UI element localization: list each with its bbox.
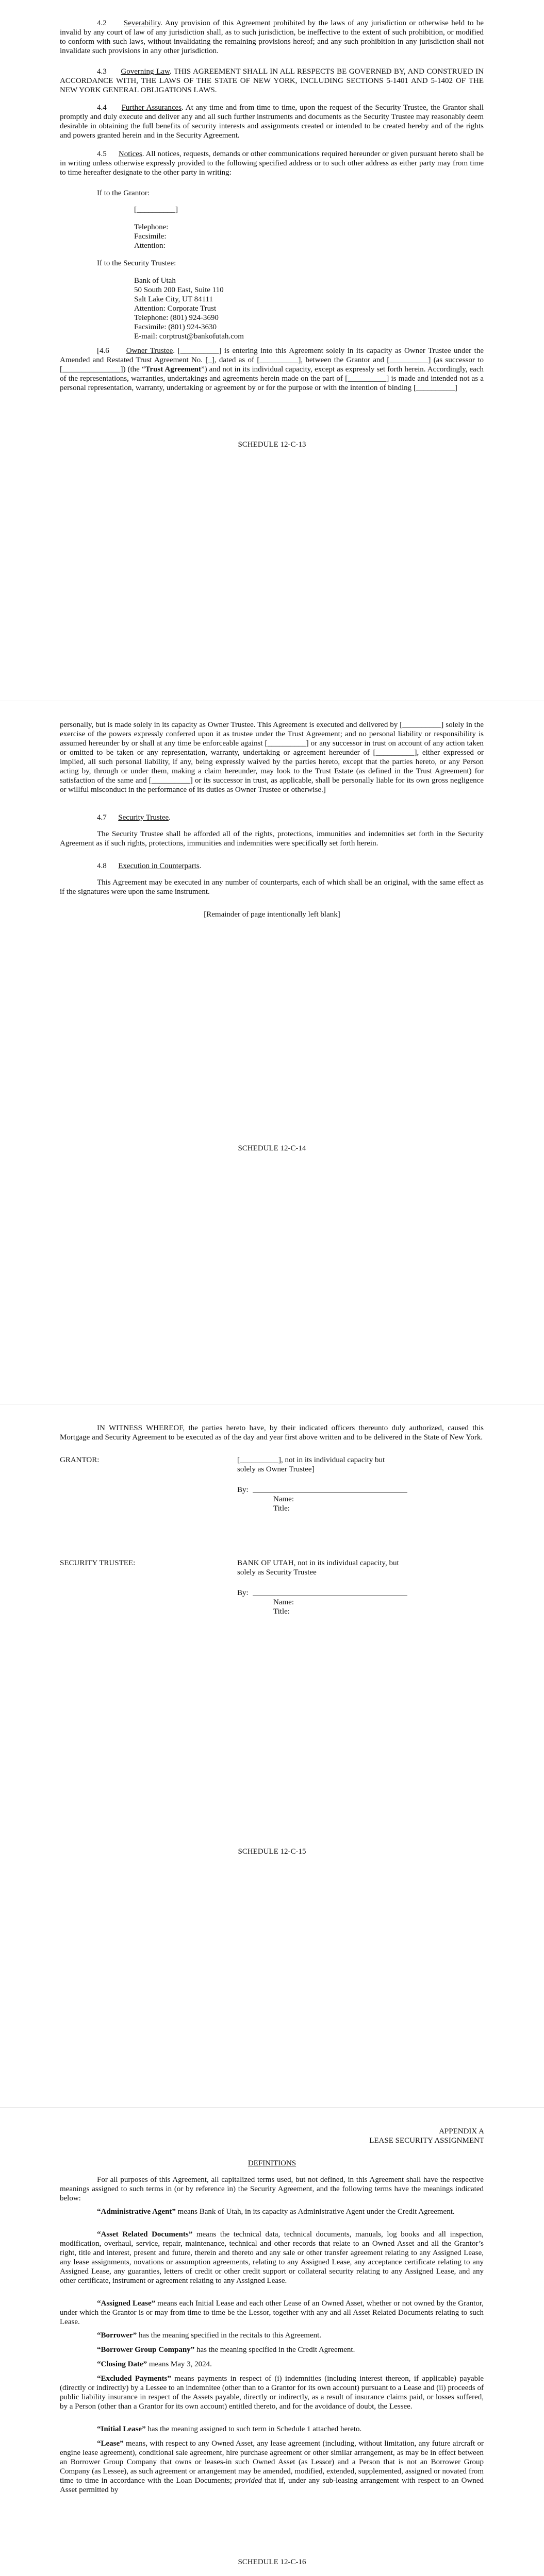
- grantor-signature-label: GRANTOR:: [60, 1456, 100, 1464]
- section-text: ”) and not in its individual capacity, except as expressly set forth herein. Accordingly, each of the representations, warranties, undertakings and agreements herein made on the part of [__________] is made and intended not as a personal representation, warranty, undertaking or agreement by or for the purpose or with the intention of binding [__________]: [60, 365, 484, 392]
- address-line: Bank of Utah: [134, 277, 176, 285]
- grantor-address-blank: [__________]: [134, 206, 178, 214]
- section-title: Execution in Counterparts: [118, 862, 200, 870]
- section-number: 4.2: [97, 19, 107, 27]
- section-4-8-heading: 4.8 Execution in Counterparts.: [97, 862, 202, 870]
- grantor-name-label: Name:: [273, 1495, 294, 1503]
- section-title: Governing Law: [121, 67, 170, 76]
- definition-closing-date: [60, 2360, 484, 2369]
- section-title: Severability: [123, 19, 161, 27]
- page-12-c-15: [0, 1404, 544, 2107]
- section-text: . At any time and from time to time, upon the request of the Security Trustee, the Grantor shall promptly and duly execute and deliver any and all such further instruments and documents as the Security Trustee may reasonably deem desirable in obtaining the full benefits of security interests and assignments created or intended to be created hereby and of the rights and powers granted herein and in the Security Agreement.: [60, 104, 484, 140]
- definition-borrower-group-company: [60, 2345, 484, 2354]
- address-line: Salt Lake City, UT 84111: [134, 295, 213, 303]
- page-12-c-13: [0, 0, 544, 701]
- trustee-address-heading: If to the Security Trustee:: [97, 259, 176, 267]
- definition-text: means the technical data, technical documents, manuals, log books and all inspection, modification, overhaul, service, repair, maintenance, technical and other records that relate to an Owned Asset and all the Grantor’s right, title and interest, present and future, therein and thereto and any sale or other transfer agreement relating to any Assigned Lease, any lease assignments, novations or assumption agreements, relating to any Assigned Lease, any acceptance certificate relating to any Assigned Lease, any guaranties, letters of credit or other credit support or collateral security relating to any Assigned Lease, and any other certificate, instrument or agreement relating to any Assigned Lease.: [60, 2230, 484, 2285]
- section-title: Further Assurances: [121, 104, 182, 112]
- defined-term: “Asset Related Documents”: [97, 2230, 193, 2239]
- section-text: . All notices, requests, demands or other communications required hereunder or given pursuant hereto shall be in writing unless otherwise expressly provided to the following specified address or to such other address as either party may from time to time hereafter designate to the other party in writing:: [60, 150, 484, 177]
- grantor-telephone: Telephone:: [134, 223, 169, 231]
- definition-text: that if, under any sub-leasing arrangement with respect to an Owned Asset permitted by: [60, 2477, 484, 2494]
- definition-text: means each Initial Lease and each other Lease of an Owned Asset, whether or not owned by the Grantor, under which the Grantor is or may from time to time be the Lessor, together with any and all Asset Related Documents relating to such Lease.: [60, 2299, 484, 2326]
- trustee-title-label: Title:: [273, 1607, 290, 1616]
- section-title: Notices: [118, 150, 142, 158]
- page-footer: SCHEDULE 12-C-13: [238, 440, 306, 449]
- defined-term: “Initial Lease”: [97, 2425, 146, 2433]
- grantor-address-heading: If to the Grantor:: [97, 189, 150, 197]
- defined-term: “Lease”: [97, 2439, 124, 2448]
- trustee-party-name: BANK OF UTAH, not in its individual capacity, but solely as Security Trustee: [237, 1559, 399, 1577]
- grantor-attention: Attention:: [134, 242, 166, 250]
- definition-text: has the meaning specified in the Credit Agreement.: [194, 2346, 355, 2354]
- section-4-5: [60, 149, 484, 177]
- defined-term: “Borrower”: [97, 2331, 137, 2340]
- defined-term: Trust Agreement: [145, 365, 201, 374]
- section-title: Security Trustee: [118, 814, 169, 822]
- grantor-party-name: [__________], not in its individual capacity but solely as Owner Trustee]: [237, 1456, 385, 1473]
- address-line: 50 South 200 East, Suite 110: [134, 286, 224, 294]
- trustee-name-label: Name:: [273, 1598, 294, 1606]
- section-text: . [__________] is entering into this Agreement solely in its capacity as Owner Trustee under the Amended and Restated Trust Agreement No. [_], dated as of [__________], between the Grantor and [__________] (as successor to [_______________]) (the “: [60, 347, 484, 374]
- section-number: 4.4: [97, 104, 107, 112]
- section-4-8-text: This Agreement may be executed in any number of counterparts, each of which shall be an original, with the same effect as if the signatures were upon the same instrument.: [60, 878, 484, 896]
- section-number: 4.3: [97, 67, 107, 76]
- grantor-title-label: Title:: [273, 1504, 290, 1513]
- emphasis-text: provided: [235, 2477, 262, 2485]
- address-line: Telephone: (801) 924-3690: [134, 314, 219, 322]
- address-line: Facsimile: (801) 924-3630: [134, 323, 217, 331]
- section-title: Owner Trustee: [126, 347, 173, 355]
- definition-asset-related-documents: [60, 2230, 484, 2285]
- definition-text: means payments in respect of (i) indemnities (including interest thereon, if applicable) payable (directly or indirectly) by a Lessee to an indemnitee (other than to a Grantor for its own account) pursuant to a Lease and (ii) proceeds of public liability insurance in respect of the Assets payable, directly or indirectly, as a result of insurance claims paid, or losses suffered, by a Person (other than a Grantor for its own account) entitled thereto, and for the avoidance of doubt, the Lessee.: [60, 2375, 484, 2411]
- definitions-intro: For all purposes of this Agreement, all capitalized terms used, but not defined, in this Agreement shall have the respective meanings assigned to such terms in (or by reference in) the Security Agreement, and the following terms have the meanings indicated below:: [60, 2176, 484, 2202]
- defined-term: “Administrative Agent”: [97, 2208, 176, 2216]
- page-footer: SCHEDULE 12-C-14: [238, 1144, 306, 1153]
- definition-text: means Bank of Utah, in its capacity as Administrative Agent under the Credit Agreement.: [175, 2208, 455, 2216]
- definition-borrower: [60, 2331, 484, 2340]
- section-4-7-text: The Security Trustee shall be afforded all of the rights, protections, immunities and indemnities set forth in the Security Agreement as if such rights, protections, immunities and indemnities were specifically set forth herein.: [60, 830, 484, 848]
- owner-trustee-continuation: personally, but is made solely in its capacity as Owner Trustee. This Agreement is executed and delivered by [__________] solely in the exercise of the powers expressly conferred upon it as trustee under the Trust Agreement; and no personal liability or responsibility is assumed hereunder by or shall at any time be enforceable against [__________] or any successor in trust on account of any action taken or omitted to be taken or any representation, warranty, undertaking or agreement hereunder of [__________], either expressed or implied, all such personal liability, if any, being expressly waived by the parties hereto, except that the parties hereto, or any Person acting by, through or under them, making a claim hereunder, may look to the Trust Estate (as defined in the Trust Agreement) for satisfaction of the same and [__________] or its successor in trust, as applicable, shall be personally liable for its own gross negligence or willful misconduct in the performance of its duties as Owner Trustee or otherwise.]: [60, 721, 484, 794]
- definition-assigned-lease: [60, 2299, 484, 2327]
- definition-text: means, with respect to any Owned Asset, any lease agreement (including, without limitation, any future aircraft or engine lease agreement), conditional sale agreement, hire purchase agreement or other similar arrangement, as may be in effect between an Borrower Group Company that owns or leases-in such Owned Asset (as Lessor) and a Person that is not an Borrower Group Company (as Lessee), as such agreement or arrangement may be amended, modified, extended, supplemented, assigned or novated from time to time in accordance with the Loan Documents;: [60, 2439, 484, 2485]
- section-number: [4.6: [97, 347, 109, 355]
- defined-term: “Assigned Lease”: [97, 2299, 156, 2308]
- section-number: 4.7: [97, 814, 107, 822]
- defined-term: “Closing Date”: [97, 2360, 147, 2368]
- section-number: 4.5: [97, 150, 107, 158]
- witness-clause: IN WITNESS WHEREOF, the parties hereto have, by their indicated officers thereunto duly authorized, caused this Mortgage and Security Agreement to be executed as of the day and year first above written and to be delivered in the State of New York.: [60, 1424, 484, 1442]
- page-footer: SCHEDULE 12-C-15: [238, 1848, 306, 1856]
- grantor-by-label: By:: [237, 1486, 249, 1494]
- defined-term: “Excluded Payments”: [97, 2375, 171, 2383]
- page-12-c-14: [0, 701, 544, 1404]
- section-4-7-heading: 4.7 Security Trustee.: [97, 814, 171, 822]
- remainder-notice: [Remainder of page intentionally left blank]: [204, 910, 340, 919]
- appendix-subtitle: LEASE SECURITY ASSIGNMENT: [369, 2137, 484, 2145]
- page-footer: SCHEDULE 12-C-16: [238, 2558, 306, 2566]
- trustee-by-label: By:: [237, 1589, 249, 1597]
- section-text: . Any provision of this Agreement prohibited by the laws of any jurisdiction or otherwise held to be invalid by any court of law of any jurisdiction shall, as to such jurisdiction, be ineffective to the extent of such prohibition, or modified to conform with such laws, without invalidating the remaining provisions hereof; and any such prohibition in any jurisdiction shall not invalidate such provisions in any other jurisdiction.: [60, 19, 484, 55]
- definition-administrative-agent: [60, 2207, 484, 2216]
- address-line: E-mail: corptrust@bankofutah.com: [134, 332, 244, 341]
- section-4-3: [60, 67, 484, 95]
- definitions-heading: DEFINITIONS: [248, 2159, 296, 2167]
- trustee-address-block: [134, 276, 244, 341]
- definition-text: has the meaning specified in the recitals to this Agreement.: [137, 2331, 322, 2340]
- definition-text: has the meaning assigned to such term in Schedule 1 attached hereto.: [145, 2425, 362, 2433]
- trustee-signature-label: SECURITY TRUSTEE:: [60, 1559, 136, 1567]
- appendix-label: APPENDIX A: [439, 2127, 484, 2136]
- defined-term: “Borrower Group Company”: [97, 2346, 195, 2354]
- section-4-6: [60, 346, 484, 393]
- grantor-facsimile: Facsimile:: [134, 232, 167, 241]
- page-12-c-16: [0, 2107, 544, 2576]
- section-4-4: [60, 103, 484, 140]
- section-4-2: [60, 19, 484, 56]
- section-text: . THIS AGREEMENT SHALL IN ALL RESPECTS BE GOVERNED BY, AND CONSTRUED IN ACCORDANCE WITH, THE LAWS OF THE STATE OF NEW YORK, INCLUDING SECTIONS 5-1401 AND 5-1402 OF THE NEW YORK GENERAL OBLIGATIONS LAWS.: [60, 67, 484, 94]
- definition-initial-lease: [60, 2425, 484, 2434]
- definition-excluded-payments: [60, 2374, 484, 2411]
- section-number: 4.8: [97, 862, 107, 870]
- address-line: Attention: Corporate Trust: [134, 304, 217, 313]
- definition-text: means May 3, 2024.: [147, 2360, 212, 2368]
- definition-lease: [60, 2439, 484, 2495]
